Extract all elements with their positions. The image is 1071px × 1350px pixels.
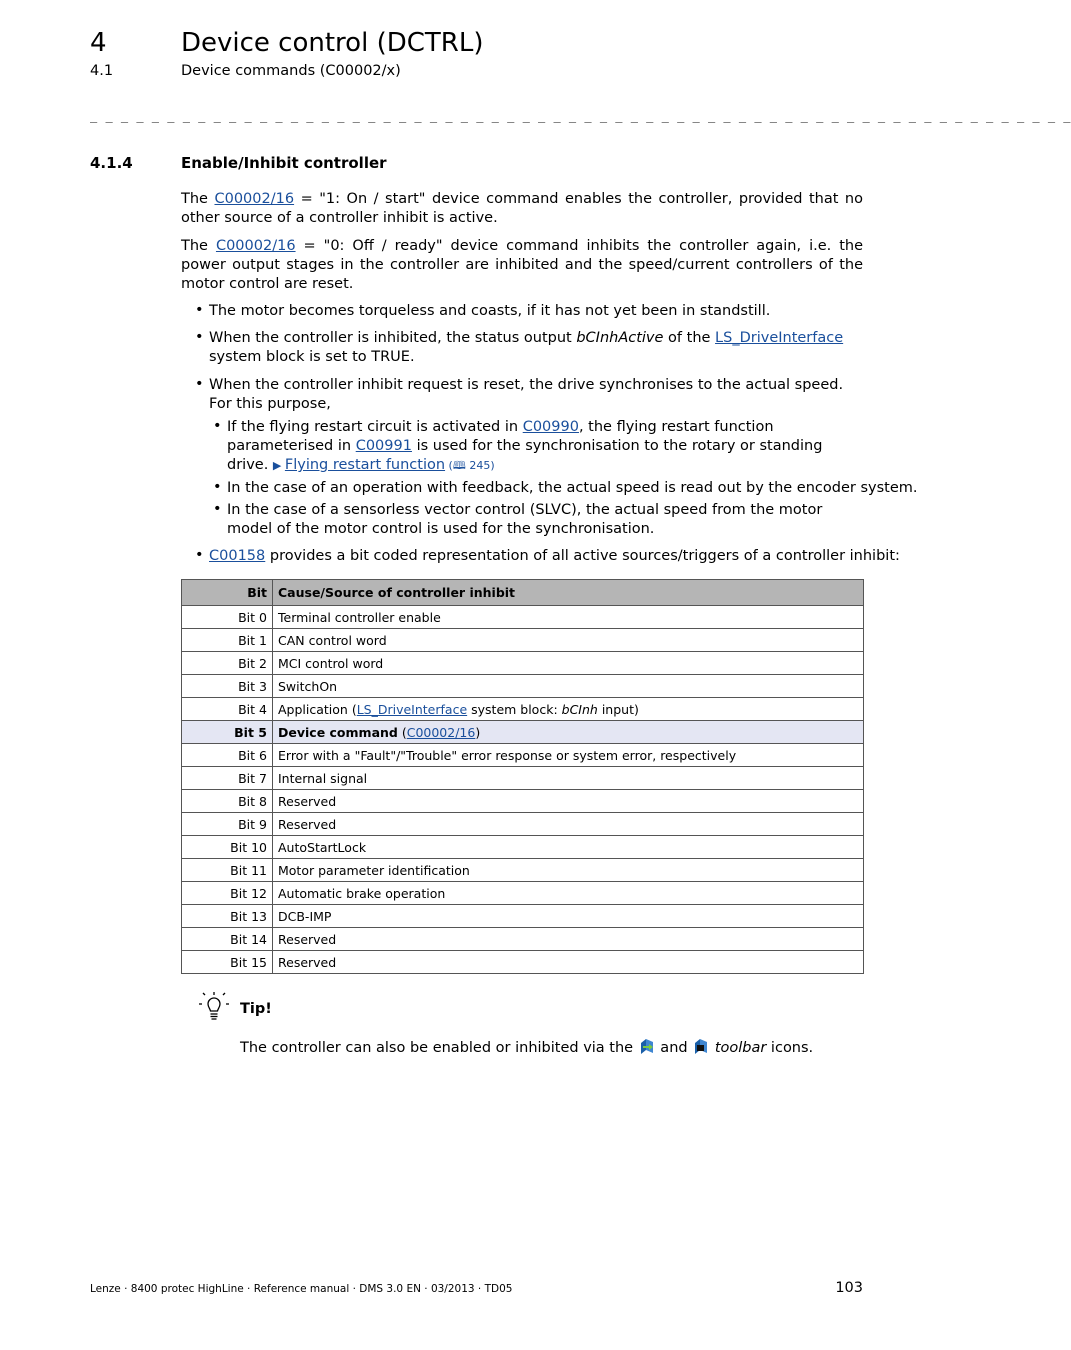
cause-signal-name: bCInh [561, 701, 598, 717]
s1-text-a: If the flying restart circuit is activated in [227, 419, 523, 435]
bit-cell: Bit 13 [182, 905, 273, 928]
sub-bullet-slvc: In the case of a sensorless vector control (SLVC), the actual speed from the motor model of the motor control is used for the synchronisation. [227, 502, 823, 537]
cause-cell: Reserved [273, 928, 864, 951]
chapter-title: Device control (DCTRL) [181, 28, 484, 58]
bit-cell: Bit 4 [182, 698, 273, 721]
table-row [182, 813, 864, 836]
table-row [182, 698, 864, 721]
tip-text-c: icons. [766, 1040, 814, 1056]
cause-cell: Internal signal [273, 767, 864, 790]
para2-text-a: The [181, 238, 216, 254]
paragraph-inhibit [181, 237, 863, 294]
table-row [182, 951, 864, 974]
bit-cell: Bit 12 [182, 882, 273, 905]
cause-text-c: input) [597, 701, 639, 717]
section-number: 4.1 [90, 63, 114, 79]
b2-text-c: system block is set to TRUE. [209, 349, 415, 365]
controller-enable-toolbar-icon [638, 1036, 656, 1056]
lightbulb-icon [196, 990, 232, 1026]
book-icon: 🕮 [452, 459, 466, 472]
sub-bullet-dot: • [213, 501, 222, 517]
bit-cell: Bit 2 [182, 652, 273, 675]
bullet-dot: • [195, 376, 204, 392]
sub-bullet-dot: • [213, 418, 222, 434]
para2-text-b: = "0: Off / ready" device command inhibits the controller again, i.e. the power output stages in the controller are inhibited and the speed/current controllers of the motor control are reset. [181, 238, 864, 292]
paragraph-enable [181, 190, 863, 228]
bit-cell: Bit 7 [182, 767, 273, 790]
ls-driveinterface-link[interactable]: LS_DriveInterface [356, 701, 468, 717]
cause-cell: MCI control word [273, 652, 864, 675]
sub-bullet-feedback: In the case of an operation with feedback, the actual speed is read out by the encoder system. [227, 480, 918, 496]
page-ref[interactable]: (🕮 245) [445, 459, 495, 472]
cause-text-c: ) [475, 724, 481, 740]
cause-cell: CAN control word [273, 629, 864, 652]
bit-cell: Bit 6 [182, 744, 273, 767]
c00002-16-link[interactable]: C00002/16 [214, 191, 295, 207]
table-row [182, 629, 864, 652]
table-row [182, 928, 864, 951]
controller-inhibit-toolbar-icon [692, 1036, 710, 1056]
cause-text-b: system block: [467, 701, 562, 717]
s1-text-b: , the flying restart function parameterised in [227, 419, 774, 454]
cause-cell: Reserved [273, 813, 864, 836]
table-row [182, 675, 864, 698]
header-cause: Cause/Source of controller inhibit [273, 580, 864, 606]
bit-cell: Bit 3 [182, 675, 273, 698]
bit-cell: Bit 0 [182, 606, 273, 629]
bullet-dot: • [195, 329, 204, 345]
c00002-16-link[interactable]: C00002/16 [215, 238, 296, 254]
s1-text-c: is used for the synchronisation to the rotary or standing drive. [227, 438, 823, 473]
sub-bullet-flying-restart [227, 418, 863, 475]
subsection-number: 4.1.4 [90, 154, 133, 172]
table-row [182, 859, 864, 882]
b4-text: provides a bit coded representation of all active sources/triggers of a controller inhibit: [265, 548, 900, 564]
inhibit-sources-table [181, 579, 864, 974]
table-row [182, 882, 864, 905]
cause-cell: Terminal controller enable [273, 606, 864, 629]
c00990-link[interactable]: C00990 [522, 419, 579, 435]
cause-cell: SwitchOn [273, 675, 864, 698]
bit-cell: Bit 14 [182, 928, 273, 951]
table-row [182, 905, 864, 928]
page-ref-number: 245 [469, 459, 491, 472]
cause-cell: Motor parameter identification [273, 859, 864, 882]
cause-cell: DCB-IMP [273, 905, 864, 928]
table-row [182, 744, 864, 767]
cause-bold-text: Device command [278, 724, 398, 740]
cause-cell: Error with a "Fault"/"Trouble" error response or system error, respectively [273, 744, 864, 767]
tip-text [240, 1036, 813, 1058]
table-row [182, 836, 864, 859]
chapter-number: 4 [90, 28, 107, 58]
sub-bullet-dot: • [213, 479, 222, 495]
bit-cell: Bit 10 [182, 836, 273, 859]
tip-toolbar-word: toolbar [714, 1040, 767, 1056]
section-title: Device commands (C00002/x) [181, 63, 401, 79]
bit-cell: Bit 1 [182, 629, 273, 652]
bullet-dot: • [195, 547, 204, 563]
bit-cell: Bit 15 [182, 951, 273, 974]
bullet-item-torqueless: The motor becomes torqueless and coasts, if it has not yet been in standstill. [209, 303, 771, 319]
tip-text-b: and [655, 1040, 693, 1056]
bullet-dot: • [195, 302, 204, 318]
cause-cell: Reserved [273, 790, 864, 813]
footer-text: Lenze · 8400 protec HighLine · Reference manual · DMS 3.0 EN · 03/2013 · TD05 [90, 1283, 513, 1295]
subsection-title: Enable/Inhibit controller [181, 154, 387, 172]
table-row [182, 606, 864, 629]
bit-cell: Bit 8 [182, 790, 273, 813]
table-row [182, 652, 864, 675]
cause-cell: Reserved [273, 951, 864, 974]
cause-cell [273, 721, 864, 744]
flying-restart-link[interactable]: Flying restart function [284, 457, 446, 473]
cause-cell: Automatic brake operation [273, 882, 864, 905]
b2-text-b: of the [663, 330, 716, 346]
b2-text-a: When the controller is inhibited, the status output [209, 330, 577, 346]
bit-cell: Bit 5 [182, 721, 273, 744]
b2-signal-name: bCInhActive [576, 330, 664, 346]
bullet-item-c00158 [209, 547, 900, 566]
bullet-item-status-output [209, 329, 863, 367]
header-bit: Bit [182, 580, 273, 606]
para1-text-a: The [181, 191, 215, 207]
table-row-highlighted [182, 721, 864, 744]
c00158-link[interactable]: C00158 [209, 548, 266, 564]
table-header-row [182, 580, 864, 606]
para1-text-b: = "1: On / start" device command enables the controller, provided that no other source of a controller inhibit is active. [181, 191, 863, 226]
tip-label: Tip! [240, 1001, 272, 1017]
table-row [182, 790, 864, 813]
cause-text-a: Application ( [278, 701, 357, 717]
bit-cell: Bit 11 [182, 859, 273, 882]
bullet-item-synchronise: When the controller inhibit request is reset, the drive synchronises to the actual speed. For this purpose, [209, 377, 844, 412]
c00002-16-link[interactable]: C00002/16 [406, 724, 476, 740]
xref-arrow-icon: ▶ [272, 459, 285, 472]
table-row [182, 767, 864, 790]
header-separator: _ _ _ _ _ _ _ _ _ _ _ _ _ _ _ _ _ _ _ _ _ _ _ _ _ _ _ _ _ _ _ _ _ _ _ _ _ _ _ _ _ _ _ _ _ _ _ _ _ _ _ _ _ _ _ _ _ _ _ _ _ _ _ _ [90, 109, 1071, 123]
cause-cell: AutoStartLock [273, 836, 864, 859]
page-number: 103 [835, 1280, 863, 1296]
c00991-link[interactable]: C00991 [355, 438, 412, 454]
ls-driveinterface-link[interactable]: LS_DriveInterface [715, 330, 844, 346]
cause-cell [273, 698, 864, 721]
cause-text-a: ( [397, 724, 407, 740]
bit-cell: Bit 9 [182, 813, 273, 836]
tip-text-a: The controller can also be enabled or inhibited via the [240, 1040, 638, 1056]
